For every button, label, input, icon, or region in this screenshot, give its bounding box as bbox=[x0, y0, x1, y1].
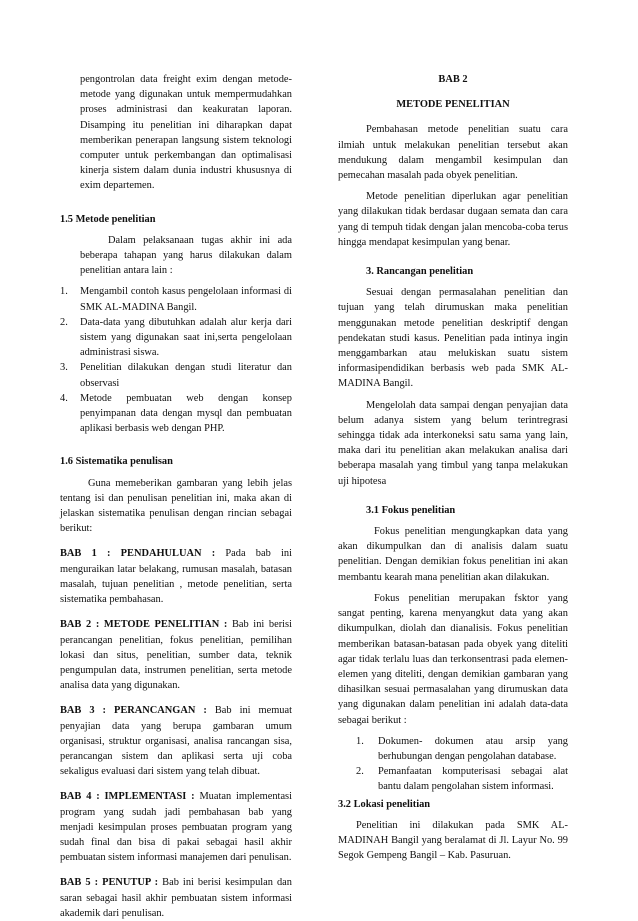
section-1-6-intro: Guna memeberikan gambaran yang lebih jelas tentang isi dan penulisan penelitian ini, maka akan di jelaskan sistematika penulisan dengan rincian sebagai berikut: bbox=[60, 477, 292, 535]
paragraph: Mengelolah data sampai dengan penyajian data belum adanya sistem yang belum terintregrasi sehingga tidak ada interkoneksi satu sama yang lain, maka dari itu penelitian akan melakukan analisa dari beberapa masalah yang timbul yang tanpa melakukan uji hipotesa bbox=[338, 399, 568, 487]
chapter-1-summary: BAB 1 : PENDAHULUAN : Pada bab ini menguraikan latar belakang, rumusan masalah, batasan masalah, tujuan penelitian , metode penelitian, serta sistematika pembahasan. bbox=[60, 548, 292, 606]
continued-paragraph: pengontrolan data freight exim dengan metode-metode yang digunakan untuk mempermudahkan proses administrasi dan keakuratan laporan. Disamping itu penelitian ini diharapkan dapat memberikan penerapan langsung sistem teknologi computer untuk perkembangan dan optimalisasi kinerja sistem dalam dunia industri khususnya di exim departemen. bbox=[80, 74, 292, 192]
list-item: 4. Metode pembuatan web dengan konsep penyimpanan data dengan mysql dan pembuatan aplikasi berbasis web dengan PHP. bbox=[60, 392, 292, 435]
section-3-2-heading: 3.2 Lokasi penelitian bbox=[338, 798, 431, 810]
section-1-6-heading: 1.6 Sistematika penulisan bbox=[60, 456, 173, 468]
chapter-title: METODE PENELITIAN bbox=[396, 99, 510, 111]
section-1-5-intro: Dalam pelaksanaan tugas akhir ini ada beberapa tahapan yang harus dilakukan dalam penelitian antara lain : bbox=[80, 234, 292, 277]
list-item: 3. Penelitian dilakukan dengan studi literatur dan observasi bbox=[60, 362, 292, 389]
chapter-number: BAB 2 bbox=[438, 74, 468, 85]
paragraph: Pembahasan metode penelitian suatu cara ilmiah untuk melakukan penelitian tersebut akan mendukung dalam mengambil kesimpulan dan pemecahan masalah pada obyek penelitian. bbox=[338, 124, 568, 182]
right-column bbox=[338, 72, 568, 863]
data-sources-list bbox=[356, 734, 568, 795]
chapter-2-summary: BAB 2 : METODE PENELITIAN : Bab ini berisi perancangan penelitian, fokus penelitian, pemilihan lokasi dan situs, penelitian, sumber data, teknik pengumpulan data, instrumen penelitian, serta metode analisa data yang digunakan. bbox=[60, 619, 292, 692]
list-item: 2. Pemanfaatan komputerisasi sebagai alat bantu dalam pengolahan sistem informasi. bbox=[356, 766, 568, 793]
paragraph: Sesuai dengan permasalahan penelitian dan tujuan yang telah dirumuskan maka penelitian menggunakan metode penelitian deskriptif dengan pendekatan studi kasus. Penelitian pada intinya ingin menggambarkan atau melukiskan suatu sistem informasipendidikan berbasis web pada SMK AL-MADINA Bangil. bbox=[338, 287, 568, 390]
chapter-5-summary: BAB 5 : PENUTUP : Bab ini berisi kesimpulan dan saran sebagai hasil akhir pembuatan sistem informasi akademik dari penulisan. bbox=[60, 877, 292, 919]
paragraph: Metode penelitian diperlukan agar penelitian yang dilakukan tidak berdasar dugaan semata dan cara yang di tempuh tidak dengan jalan mencoba-coba terus hingga mendapat kesimpulan yang benar. bbox=[338, 191, 568, 248]
list-item: 2. Data-data yang dibutuhkan adalah alur kerja dari sistem yang digunakan saat ini,serta pengelolaan administrasi siswa. bbox=[60, 316, 292, 359]
chapter-4-summary: BAB 4 : IMPLEMENTASI : Muatan implementasi program yang sudah jadi pembahasan bab yang menjadi kesimpulan proses pembuatan program yang sudah final dan bisa di pakai sebagai hasil akhir pembuatan sistem informasi manajemen dari penulisan. bbox=[60, 791, 292, 864]
list-item: 1. Dokumen- dokumen atau arsip yang berhubungan dengan pengolahan database. bbox=[356, 735, 568, 762]
section-3-1-heading: 3.1 Fokus penelitian bbox=[366, 504, 456, 516]
paragraph: Penelitian ini dilakukan pada SMK AL-MADINAH Bangil yang beralamat di Jl. Layur No. 99 Segok Gempeng Bangil – Kab. Pasuruan. bbox=[338, 819, 568, 862]
paragraph: Fokus penelitian merupakan fsktor yang sangat penting, karena menyangkut data yang akan dikumpulkan, diolah dan dianalisis. Fokus penelitian memberikan batasan-batasan pada obyek yang diteliti agar tidak terlalu luas dan terkonsentrasi pada elemen-elemen yang diteliti, dengan demikian gambaran yang dihasilkan sesuai permasalahan yang dirumuskan data yang digunakan dalam penelitian ini adalah data-data sebagai berikut : bbox=[338, 592, 568, 726]
chapter-3-summary: BAB 3 : PERANCANGAN : Bab ini memuat penyajian data yang berupa gambaran umum organisasi, struktur organisasi, analisa rancangan sisa, perancangan sistem dan aplikasi serta uji coba sekaligus evaluasi dari sistem yang telah dibuat. bbox=[60, 705, 293, 778]
method-steps-list bbox=[60, 284, 292, 436]
section-1-5-heading: 1.5 Metode penelitian bbox=[60, 213, 156, 225]
left-column bbox=[60, 72, 292, 921]
section-3-heading: 3. Rancangan penelitian bbox=[366, 266, 474, 278]
paragraph: Fokus penelitian mengungkapkan data yang akan dikumpulkan dan di analisis dalam suatu penelitian. Dengan demikian fokus penelitian ini akan membantu kearah mana penelitian akan dilakukan. bbox=[338, 526, 568, 583]
list-item: 1. Mengambil contoh kasus pengelolaan informasi di SMK AL-MADINA Bangil. bbox=[60, 286, 292, 313]
